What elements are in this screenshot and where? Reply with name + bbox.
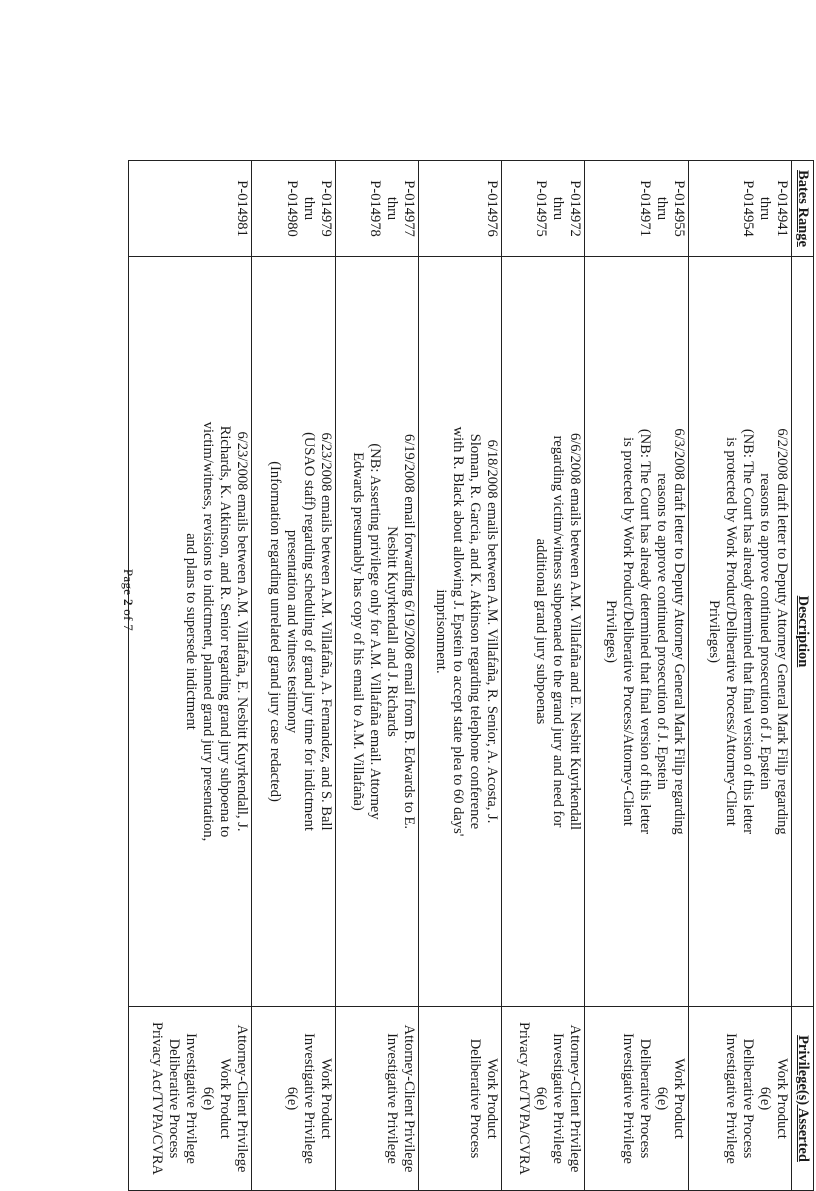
description-cell	[129, 257, 252, 1007]
bates-line: thru	[300, 196, 317, 221]
privileges-cell	[418, 1007, 501, 1191]
privilege-line: 6(e)	[757, 1086, 773, 1111]
description-line: is protected by Work Product/Deliberative Process/Attorney-Client	[723, 437, 739, 826]
bates-line: P-014971	[636, 180, 653, 237]
description-line: imprisonment.	[433, 589, 450, 674]
description-line: Sloman, R. Garcia, and K. Atkinson regarding telephone conference	[467, 433, 484, 830]
privilege-line: Work Product	[217, 1058, 234, 1139]
description-line: (NB: The Court has already determined that final version of this letter	[740, 428, 756, 835]
bates-range-cell	[129, 161, 252, 257]
privilege-log-table	[128, 160, 814, 1191]
description-line: Edwards presumably has copy of his email to A.M. Villafaña)	[349, 452, 366, 811]
privilege-line: Deliberative Process	[166, 1038, 183, 1159]
table-row	[418, 161, 501, 1191]
footer-total-pages: 7	[121, 624, 136, 632]
description-line: 6/19/2008 email forwarding 6/19/2008 email from B. Edwards to E.	[400, 433, 417, 830]
privileges-cell	[585, 1007, 688, 1191]
table-row	[335, 161, 418, 1191]
description-cell	[335, 257, 418, 1007]
bates-line: P-014975	[533, 180, 550, 237]
description-line: 6/6/2008 emails between A.M. Villafaña and E. Nesbitt Kuyrkendall	[567, 432, 584, 831]
privilege-line: Work Product	[774, 1058, 790, 1139]
description-line: Privileges)	[706, 600, 722, 663]
privilege-log-body	[129, 161, 792, 1191]
privilege-line: 6(e)	[653, 1086, 670, 1111]
page-footer	[120, 520, 136, 680]
table-row	[252, 161, 335, 1191]
description-line: reasons to approve continued prosecution of J. Epstein	[653, 473, 670, 790]
bates-line: P-014979	[317, 180, 334, 237]
description-line: presentation and witness testimony	[283, 529, 300, 734]
description-line: is protected by Work Product/Deliberative Process/Attorney-Client	[619, 437, 636, 826]
description-line: Privileges)	[602, 600, 619, 663]
privilege-line: Deliberative Process	[740, 1038, 756, 1159]
privileges-cell	[335, 1007, 418, 1191]
header-privileges-asserted: Privilege(s) Asserted	[792, 1007, 814, 1191]
bates-range-cell	[252, 161, 335, 257]
privilege-line: 6(e)	[200, 1086, 217, 1111]
description-line: (USAO staff) regarding scheduling of grand jury time for indictment	[300, 432, 317, 831]
header-description: Description	[792, 257, 814, 1007]
description-line: 6/2/2008 draft letter to Deputy Attorney General Mark Filip regarding	[774, 428, 790, 835]
bates-line: thru	[383, 196, 400, 221]
description-line: and plans to supersede indictment	[183, 533, 200, 730]
bates-line: thru	[653, 196, 670, 221]
bates-line: P-014977	[400, 180, 417, 237]
bates-range-cell	[688, 161, 791, 257]
privilege-line: Investigative Privilege	[383, 1033, 400, 1164]
description-line: additional grand jury subpoenas	[533, 538, 550, 725]
rotated-privilege-log	[128, 160, 814, 1190]
privilege-line: Deliberative Process	[636, 1038, 653, 1159]
table-row	[129, 161, 252, 1191]
privilege-line: Privacy Act/TVPA/CVRA	[516, 1022, 533, 1175]
privilege-line: Work Product	[670, 1058, 687, 1139]
privilege-line: 6(e)	[533, 1086, 550, 1111]
privilege-line: Investigative Privilege	[723, 1033, 739, 1164]
description-line: reasons to approve continued prosecution of J. Epstein	[757, 473, 773, 790]
description-line: (NB: Asserting privilege only for A.M. Villafaña email. Attorney	[366, 443, 383, 820]
bates-range-cell	[418, 161, 501, 257]
description-cell	[585, 257, 688, 1007]
table-row	[688, 161, 791, 1191]
footer-prefix: Page	[121, 568, 136, 599]
privilege-line: Attorney-Client Privilege	[400, 1024, 417, 1173]
description-cell	[688, 257, 791, 1007]
privilege-line: Work Product	[317, 1058, 334, 1139]
bates-line: P-014972	[567, 180, 584, 237]
description-line: Nesbitt Kuyrkendall and J. Richards	[383, 526, 400, 737]
bates-range-cell	[585, 161, 688, 257]
header-bates-range: Bates Range	[792, 161, 814, 257]
bates-range-cell	[502, 161, 585, 257]
bates-line: P-014981	[234, 180, 251, 237]
privileges-cell	[129, 1007, 252, 1191]
description-line: 6/23/2008 emails between A.M. Villafaña, A. Fernandez, and S. Ball	[317, 432, 334, 831]
privilege-line: Attorney-Client Privilege	[567, 1024, 584, 1173]
footer-current-page: 2	[121, 598, 136, 606]
table-row	[502, 161, 585, 1191]
bates-line: thru	[550, 196, 567, 221]
description-line: (Information regarding unrelated grand jury case redacted)	[266, 461, 283, 802]
privilege-line: Investigative Privilege	[619, 1033, 636, 1164]
bates-line: P-014978	[366, 180, 383, 237]
description-cell	[502, 257, 585, 1007]
table-row	[585, 161, 688, 1191]
privilege-line: Work Product	[484, 1058, 501, 1139]
header-row	[792, 161, 814, 1191]
privilege-line: Investigative Privilege	[183, 1033, 200, 1164]
description-line: Richards, K. Atkinson, and R. Senior regarding grand jury subpoena to	[217, 425, 234, 838]
privilege-line: 6(e)	[283, 1086, 300, 1111]
description-cell	[418, 257, 501, 1007]
description-line: 6/23/2008 emails between A.M. Villafaña, E. Nesbitt Kuyrkendall, J.	[234, 431, 251, 832]
description-line: regarding victim/witness subpoenaed to the grand jury and need for	[550, 435, 567, 828]
bates-line: P-014954	[740, 180, 756, 237]
description-line: (NB: The Court has already determined that final version of this letter	[636, 428, 653, 835]
privilege-line: Attorney-Client Privilege	[234, 1024, 251, 1173]
bates-line: thru	[757, 196, 773, 221]
bates-line: P-014941	[774, 180, 790, 237]
privileges-cell	[252, 1007, 335, 1191]
bates-line: P-014980	[283, 180, 300, 237]
privilege-line: Privacy Act/TVPA/CVRA	[149, 1022, 166, 1175]
privilege-line: Investigative Privilege	[550, 1033, 567, 1164]
bates-line: P-014976	[484, 180, 501, 237]
description-line: victim/witness, revisions to indictment, planned grand jury presentation,	[200, 421, 217, 842]
privileges-cell	[688, 1007, 791, 1191]
description-line: 6/3/2008 draft letter to Deputy Attorney General Mark Filip regarding	[670, 428, 687, 835]
bates-line: P-014955	[670, 180, 687, 237]
bates-range-cell	[335, 161, 418, 257]
description-cell	[252, 257, 335, 1007]
description-line: with R. Black about allowing J. Epstein to accept state plea to 60 days'	[450, 426, 467, 837]
privileges-cell	[502, 1007, 585, 1191]
footer-middle: of	[121, 605, 136, 625]
privilege-line: Deliberative Process	[467, 1038, 484, 1159]
privilege-line: Investigative Privilege	[300, 1033, 317, 1164]
description-line: 6/18/2008 emails between A.M. Villafaña, R. Senior, A. Acosta, J.	[484, 439, 501, 824]
